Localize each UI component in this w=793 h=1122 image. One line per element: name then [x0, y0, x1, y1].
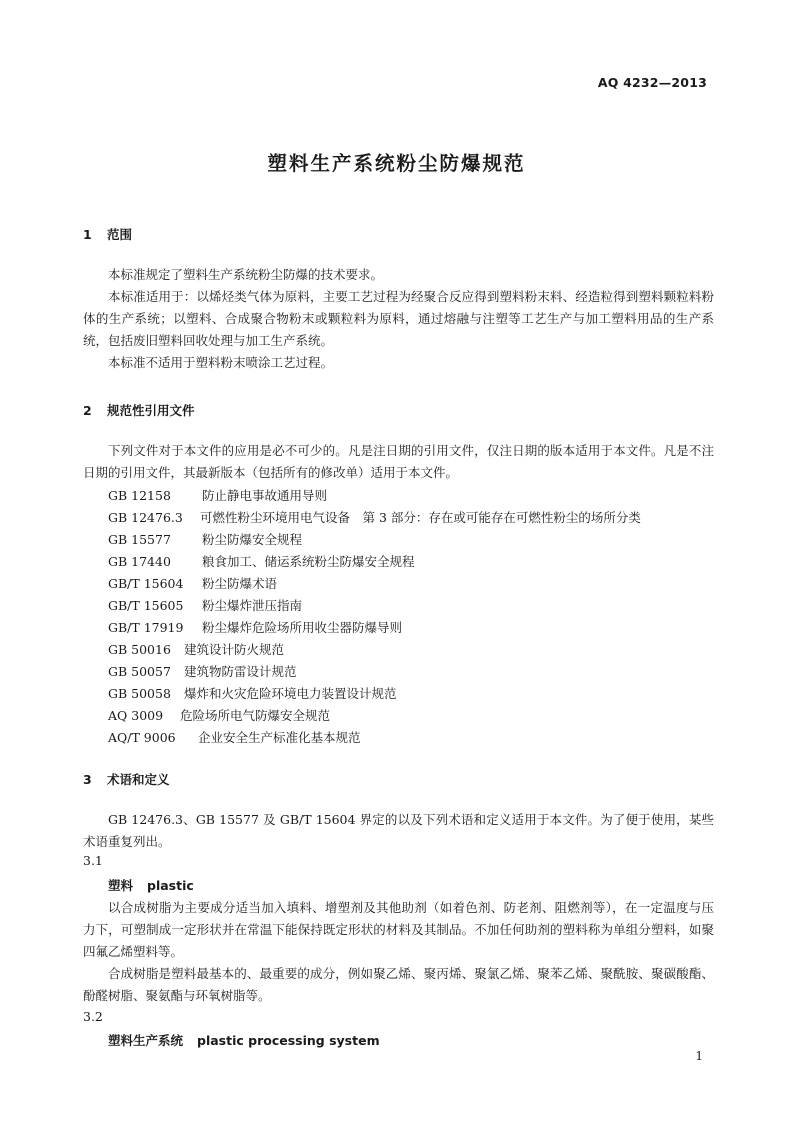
reference-code: GB/T 15604 [108, 576, 184, 591]
section-number: 2 [83, 403, 92, 418]
section-3-heading [83, 770, 170, 788]
term-en: plastic processing system [197, 1033, 380, 1048]
term-heading [108, 876, 194, 894]
reference-code: GB 50057 [108, 664, 171, 679]
term-heading [108, 1031, 380, 1049]
section-title: 范围 [107, 227, 133, 242]
reference-item [108, 486, 327, 504]
reference-title: 企业安全生产标准化基本规范 [198, 730, 361, 745]
page-number: 1 [695, 1049, 703, 1063]
term-zh: 塑料生产系统 [108, 1033, 184, 1048]
reference-title: 粉尘防爆安全规程 [202, 532, 303, 547]
section-1-heading [83, 225, 132, 243]
paragraph: GB 12476.3、GB 15577 及 GB/T 15604 界定的以及下列术语和定义适用于本文件。为了便于使用，某些术语重复列出。 [83, 812, 714, 849]
reference-item [108, 618, 402, 636]
reference-code: GB 12158 [108, 488, 171, 503]
reference-code: GB 12476.3 [108, 510, 183, 525]
reference-item [108, 684, 397, 702]
reference-code: GB/T 17919 [108, 620, 184, 635]
reference-code: AQ 3009 [108, 708, 164, 723]
reference-code: GB 50058 [108, 686, 171, 701]
reference-item [108, 508, 641, 526]
paragraph: 本标准不适用于塑料粉末喷涂工艺过程。 [108, 355, 334, 370]
clause-number: 3.1 [83, 853, 103, 868]
reference-title: 粮食加工、储运系统粉尘防爆安全规程 [202, 554, 415, 569]
paragraph: 本标准适用于：以烯烃类气体为原料，主要工艺过程为经聚合反应得到塑料粉末料、经造粒得到塑料颗粒料粉体的生产系统；以塑料、合成聚合物粉末或颗粒料为原料，通过熔融与注塑等工艺生产与加工塑料用品的生产系统，包括废旧塑料回收处理与加工生产系统。 [83, 289, 714, 348]
reference-item [108, 728, 361, 746]
document-title: 塑料生产系统粉尘防爆规范 [267, 152, 526, 175]
clause-number: 3.2 [83, 1009, 103, 1024]
section-title: 术语和定义 [107, 772, 170, 787]
reference-title: 建筑设计防火规范 [184, 642, 285, 657]
section-number: 3 [83, 772, 92, 787]
reference-title: 粉尘防爆术语 [202, 576, 278, 591]
reference-item [108, 552, 415, 570]
reference-code: AQ/T 9006 [108, 730, 176, 745]
reference-code: GB 50016 [108, 642, 171, 657]
paragraph: 合成树脂是塑料最基本的、最重要的成分，例如聚乙烯、聚丙烯、聚氯乙烯、聚苯乙烯、聚酰胺、聚碳酸酯、酚醛树脂、聚氨酯与环氧树脂等。 [83, 966, 714, 1003]
reference-item [108, 574, 277, 592]
reference-title: 危险场所电气防爆安全规范 [180, 708, 331, 723]
paragraph: 下列文件对于本文件的应用是必不可少的。凡是注日期的引用文件，仅注日期的版本适用于本文件。凡是不注日期的引用文件，其最新版本（包括所有的修改单）适用于本文件。 [83, 443, 714, 480]
reference-title: 粉尘爆炸泄压指南 [202, 598, 303, 613]
reference-title: 爆炸和火灾危险环境电力装置设计规范 [184, 686, 397, 701]
reference-item [108, 640, 284, 658]
reference-code: GB 15577 [108, 532, 171, 547]
reference-item [108, 662, 297, 680]
reference-title: 防止静电事故通用导则 [202, 488, 328, 503]
section-2-heading [83, 401, 195, 419]
paragraph: 以合成树脂为主要成分适当加入填料、增塑剂及其他助剂（如着色剂、防老剂、阻燃剂等），在一定温度与压力下，可塑制成一定形状并在常温下能保持既定形状的材料及其制品。不加任何助剂的塑料称为单组分塑料，如聚四氟乙烯塑料等。 [83, 900, 714, 959]
reference-title: 可燃性粉尘环境用电气设备 第 3 部分：存在或可能存在可燃性粉尘的场所分类 [200, 510, 641, 525]
reference-item [108, 530, 302, 548]
reference-code: GB/T 15605 [108, 598, 184, 613]
reference-code: GB 17440 [108, 554, 171, 569]
paragraph: 本标准规定了塑料生产系统粉尘防爆的技术要求。 [108, 267, 384, 282]
section-number: 1 [83, 227, 92, 242]
reference-title: 建筑物防雷设计规范 [184, 664, 297, 679]
reference-item [108, 706, 330, 724]
standard-code: AQ 4232—2013 [597, 75, 707, 90]
reference-item [108, 596, 302, 614]
section-title: 规范性引用文件 [107, 403, 195, 418]
reference-title: 粉尘爆炸危险场所用收尘器防爆导则 [202, 620, 403, 635]
term-en: plastic [147, 878, 194, 893]
term-zh: 塑料 [108, 878, 134, 893]
